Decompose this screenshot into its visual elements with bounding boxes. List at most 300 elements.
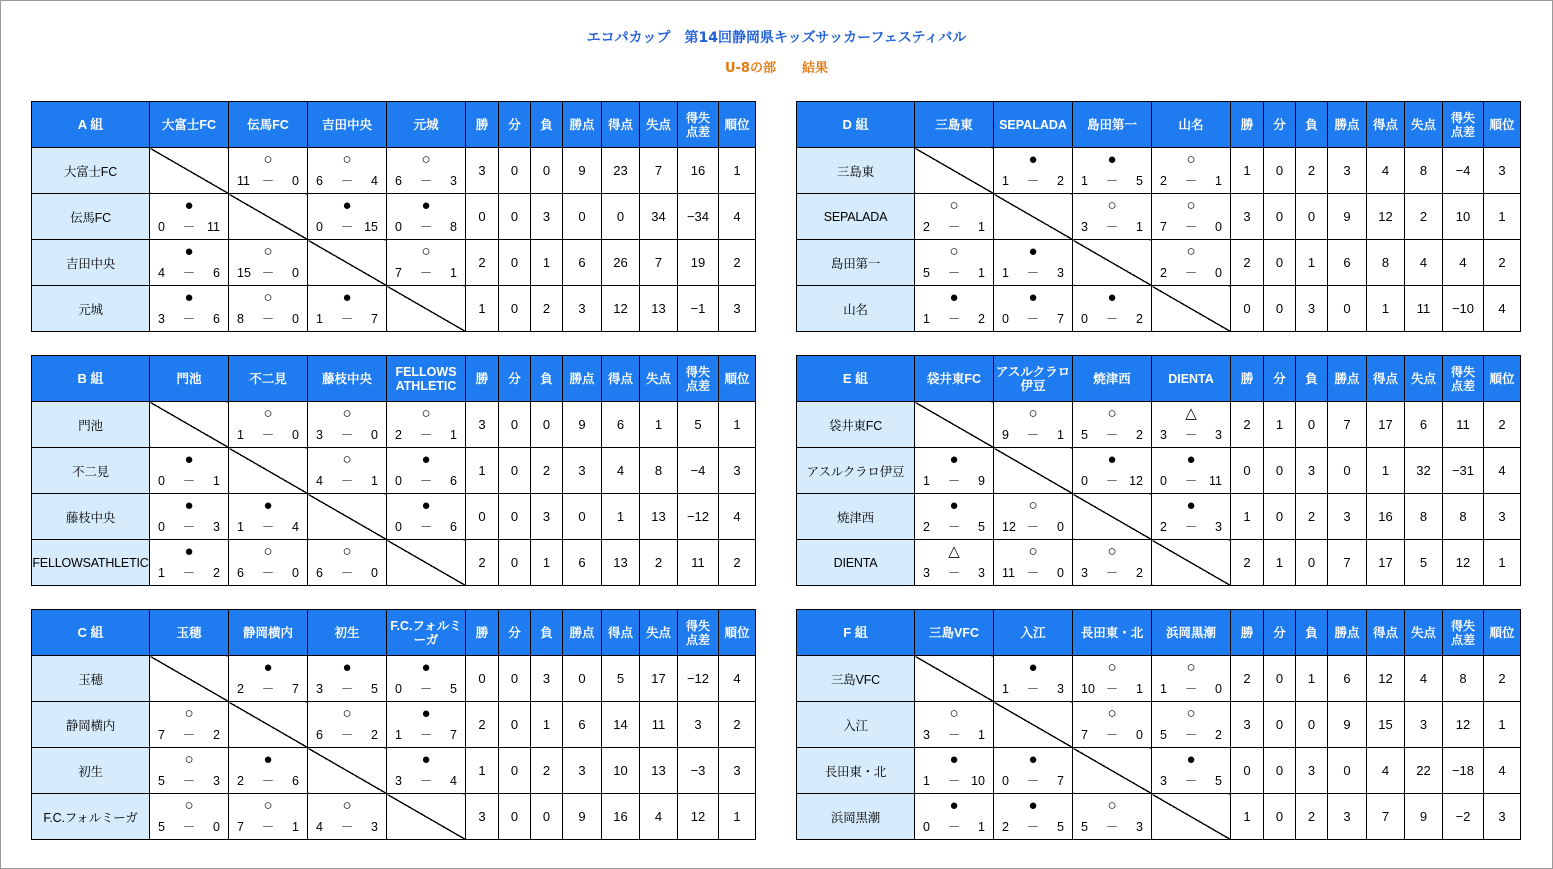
- goals-for: 8: [237, 312, 244, 326]
- stat-value: 0: [499, 194, 531, 240]
- goals-for: 1: [237, 520, 244, 534]
- stat-value: 3: [1328, 148, 1367, 194]
- goals-for: 3: [395, 774, 402, 788]
- score-dash: －: [1184, 774, 1198, 788]
- match-score: [150, 312, 228, 326]
- match-result-cell: [1152, 402, 1231, 448]
- stat-header: 勝点: [1328, 610, 1367, 656]
- team-name: 藤枝中央: [32, 494, 150, 540]
- stat-header: 負: [531, 102, 563, 148]
- stat-value: 1: [1296, 240, 1328, 286]
- stat-value: 17: [1367, 402, 1405, 448]
- goals-against: 3: [1057, 682, 1064, 696]
- stat-header: 勝: [1231, 356, 1264, 402]
- goals-for: 4: [316, 474, 323, 488]
- team-header: 門池: [150, 356, 229, 402]
- goals-against: 2: [1215, 728, 1222, 742]
- stat-value: 4: [640, 794, 678, 840]
- stat-value: 3: [563, 286, 602, 332]
- match-score: [1073, 820, 1151, 834]
- match-score: [387, 520, 465, 534]
- result-mark-icon: ○: [1028, 405, 1038, 422]
- result-mark-icon: ●: [263, 659, 273, 676]
- match-score: [308, 174, 386, 188]
- stat-value: 3: [1405, 702, 1443, 748]
- stat-value: 32: [1405, 448, 1443, 494]
- stat-value: −3: [678, 748, 719, 794]
- goals-against: 4: [450, 774, 457, 788]
- result-mark-icon: ○: [1107, 543, 1117, 560]
- result-mark-icon: ●: [421, 497, 431, 514]
- stat-value: 0: [1264, 702, 1296, 748]
- match-result-cell: [915, 448, 994, 494]
- stat-value: 1: [1231, 794, 1264, 840]
- stat-value: 0: [499, 402, 531, 448]
- result-mark-icon: ●: [1186, 497, 1196, 514]
- self-match-cell: [994, 194, 1073, 240]
- match-score: [1152, 682, 1230, 696]
- match-score: [994, 566, 1072, 580]
- result-mark-icon: ○: [342, 405, 352, 422]
- score-dash: －: [947, 728, 961, 742]
- goals-for: 11: [1002, 566, 1015, 580]
- stat-value: 4: [1443, 240, 1484, 286]
- result-mark-icon: ○: [263, 151, 273, 168]
- goals-for: 5: [1160, 728, 1167, 742]
- team-name: 玉穂: [32, 656, 150, 702]
- self-match-cell: [1152, 286, 1231, 332]
- goals-against: 1: [1057, 428, 1064, 442]
- match-score: [229, 820, 307, 834]
- goals-against: 5: [1136, 174, 1143, 188]
- match-score: [308, 728, 386, 742]
- stat-header: 得点: [1367, 102, 1405, 148]
- goals-against: 0: [1215, 266, 1222, 280]
- match-result-cell: [308, 794, 387, 840]
- stat-header: 分: [1264, 356, 1296, 402]
- team-name: 元城: [32, 286, 150, 332]
- goals-for: 5: [923, 266, 930, 280]
- match-score: [308, 312, 386, 326]
- match-result-cell: [1073, 540, 1152, 586]
- goals-for: 0: [923, 820, 930, 834]
- stat-header: 勝: [466, 610, 499, 656]
- team-name: アスルクラロ伊豆: [797, 448, 915, 494]
- result-mark-icon: ○: [342, 451, 352, 468]
- stat-value: 8: [1443, 656, 1484, 702]
- table-row: [32, 494, 756, 540]
- score-dash: －: [182, 220, 196, 234]
- goals-against: 5: [371, 682, 378, 696]
- stat-value: 3: [1231, 702, 1264, 748]
- goals-against: 0: [292, 266, 299, 280]
- stat-value: 7: [1328, 540, 1367, 586]
- stat-value: 10: [602, 748, 640, 794]
- goals-for: 10: [1081, 682, 1095, 696]
- goals-for: 3: [316, 682, 323, 696]
- stat-value: 3: [1328, 494, 1367, 540]
- goals-against: 10: [971, 774, 985, 788]
- match-score: [1073, 174, 1151, 188]
- match-score: [1073, 428, 1151, 442]
- self-match-cell: [387, 794, 466, 840]
- result-mark-icon: ○: [1107, 797, 1117, 814]
- stat-value: 9: [1405, 794, 1443, 840]
- stat-value: 4: [1484, 748, 1521, 794]
- match-result-cell: [229, 286, 308, 332]
- goals-against: 8: [450, 220, 457, 234]
- team-name: 浜岡黒潮: [797, 794, 915, 840]
- team-header: 袋井東FC: [915, 356, 994, 402]
- match-result-cell: [915, 794, 994, 840]
- result-mark-icon: ○: [1107, 659, 1117, 676]
- group-name: F 組: [797, 610, 915, 656]
- match-result-cell: [1152, 448, 1231, 494]
- score-dash: －: [419, 682, 433, 696]
- goals-against: 3: [1136, 820, 1143, 834]
- match-score: [915, 266, 993, 280]
- result-mark-icon: ○: [184, 751, 194, 768]
- stat-value: 0: [563, 656, 602, 702]
- score-dash: －: [1026, 682, 1040, 696]
- result-mark-icon: ○: [1186, 243, 1196, 260]
- score-dash: －: [261, 774, 275, 788]
- result-mark-icon: ●: [184, 243, 194, 260]
- goals-against: 4: [292, 520, 299, 534]
- match-result-cell: [387, 240, 466, 286]
- goals-against: 4: [371, 174, 378, 188]
- stat-value: 1: [1296, 656, 1328, 702]
- match-result-cell: [1152, 194, 1231, 240]
- stat-value: 8: [640, 448, 678, 494]
- table-row: [797, 656, 1521, 702]
- match-score: [1073, 220, 1151, 234]
- score-dash: －: [1184, 266, 1198, 280]
- table-row: [797, 286, 1521, 332]
- result-mark-icon: ●: [184, 197, 194, 214]
- match-score: [915, 220, 993, 234]
- stat-value: 12: [1443, 540, 1484, 586]
- stat-header: 失点: [1405, 102, 1443, 148]
- match-score: [915, 520, 993, 534]
- stat-value: 4: [719, 494, 756, 540]
- self-match-cell: [229, 448, 308, 494]
- stat-value: 0: [499, 494, 531, 540]
- stat-value: 11: [1405, 286, 1443, 332]
- stat-value: 0: [1264, 194, 1296, 240]
- goals-against: 1: [978, 266, 985, 280]
- stat-value: 2: [466, 702, 499, 748]
- match-score: [150, 266, 228, 280]
- self-match-cell: [229, 702, 308, 748]
- result-mark-icon: ○: [1186, 705, 1196, 722]
- table-row: [32, 540, 756, 586]
- goals-against: 3: [1215, 520, 1222, 534]
- stat-value: 4: [1367, 148, 1405, 194]
- stat-value: 7: [640, 148, 678, 194]
- goals-for: 1: [1002, 174, 1009, 188]
- stat-value: 0: [466, 194, 499, 240]
- team-header: 伝馬FC: [229, 102, 308, 148]
- result-mark-icon: △: [948, 543, 960, 560]
- score-dash: －: [1184, 428, 1198, 442]
- match-score: [1152, 520, 1230, 534]
- score-dash: －: [182, 266, 196, 280]
- score-dash: －: [182, 566, 196, 580]
- match-score: [150, 474, 228, 488]
- score-dash: －: [419, 428, 433, 442]
- goals-against: 2: [213, 728, 220, 742]
- goals-against: 1: [450, 266, 457, 280]
- self-match-cell: [1073, 240, 1152, 286]
- result-mark-icon: ●: [949, 451, 959, 468]
- score-dash: －: [1026, 174, 1040, 188]
- self-match-cell: [308, 494, 387, 540]
- self-match-cell: [994, 448, 1073, 494]
- score-dash: －: [1184, 474, 1198, 488]
- stat-value: 0: [1328, 286, 1367, 332]
- stat-value: 3: [719, 448, 756, 494]
- match-result-cell: [229, 240, 308, 286]
- stat-value: 3: [531, 194, 563, 240]
- stat-value: 3: [1296, 748, 1328, 794]
- stat-value: 7: [1328, 402, 1367, 448]
- goals-for: 0: [158, 220, 165, 234]
- goals-for: 0: [395, 682, 402, 696]
- stat-value: 5: [1405, 540, 1443, 586]
- goals-for: 6: [316, 566, 323, 580]
- goals-against: 11: [1209, 474, 1222, 488]
- match-score: [994, 820, 1072, 834]
- match-result-cell: [1073, 286, 1152, 332]
- match-result-cell: [1152, 748, 1231, 794]
- score-dash: －: [1184, 520, 1198, 534]
- stat-header: 勝点: [1328, 356, 1367, 402]
- stat-header: 失点: [640, 610, 678, 656]
- self-match-cell: [387, 540, 466, 586]
- stat-value: 0: [1328, 448, 1367, 494]
- goals-for: 2: [923, 220, 930, 234]
- match-score: [308, 820, 386, 834]
- table-row: [32, 240, 756, 286]
- stat-value: −12: [678, 494, 719, 540]
- goals-against: 2: [1136, 312, 1143, 326]
- stat-value: −4: [1443, 148, 1484, 194]
- self-match-cell: [387, 286, 466, 332]
- stat-value: 1: [466, 448, 499, 494]
- group-table: [796, 355, 1521, 586]
- stat-header: 負: [1296, 102, 1328, 148]
- match-score: [994, 428, 1072, 442]
- goals-against: 3: [450, 174, 457, 188]
- score-dash: －: [340, 820, 354, 834]
- team-name: SEPALADA: [797, 194, 915, 240]
- match-score: [1073, 728, 1151, 742]
- stat-value: 23: [602, 148, 640, 194]
- match-result-cell: [387, 494, 466, 540]
- self-match-cell: [915, 402, 994, 448]
- goals-for: 11: [237, 174, 250, 188]
- score-dash: －: [340, 474, 354, 488]
- stat-header: 得失点差: [1443, 610, 1484, 656]
- result-mark-icon: ○: [342, 151, 352, 168]
- team-header: 島田第一: [1073, 102, 1152, 148]
- stat-header: 得点: [1367, 356, 1405, 402]
- goals-against: 0: [292, 312, 299, 326]
- goals-for: 0: [316, 220, 323, 234]
- match-score: [229, 312, 307, 326]
- match-result-cell: [387, 448, 466, 494]
- goals-for: 2: [237, 774, 244, 788]
- team-name: 山名: [797, 286, 915, 332]
- goals-against: 3: [978, 566, 985, 580]
- stat-value: 1: [1264, 402, 1296, 448]
- result-mark-icon: ○: [1107, 197, 1117, 214]
- stat-value: 8: [1443, 494, 1484, 540]
- group-name: B 組: [32, 356, 150, 402]
- match-score: [994, 774, 1072, 788]
- goals-for: 6: [316, 174, 323, 188]
- result-mark-icon: ●: [1028, 659, 1038, 676]
- stat-header: 順位: [719, 102, 756, 148]
- match-score: [1152, 728, 1230, 742]
- goals-for: 0: [1002, 774, 1009, 788]
- match-score: [229, 266, 307, 280]
- page-subtitle: [1, 57, 1552, 76]
- team-header: アスルクラロ伊豆: [994, 356, 1073, 402]
- table-row: [32, 702, 756, 748]
- score-dash: －: [1184, 220, 1198, 234]
- stat-value: 13: [640, 286, 678, 332]
- score-dash: －: [419, 774, 433, 788]
- team-name: DIENTA: [797, 540, 915, 586]
- goals-for: 3: [316, 428, 323, 442]
- team-name: F.C.フォルミーガ: [32, 794, 150, 840]
- stat-value: 7: [640, 240, 678, 286]
- group-table: [796, 101, 1521, 332]
- stat-value: 1: [1484, 194, 1521, 240]
- match-score: [229, 428, 307, 442]
- self-match-cell: [915, 148, 994, 194]
- result-mark-icon: ○: [1107, 405, 1117, 422]
- stat-header: 分: [499, 610, 531, 656]
- score-dash: －: [1026, 312, 1040, 326]
- team-header: 初生: [308, 610, 387, 656]
- stat-header: 得点: [1367, 610, 1405, 656]
- goals-for: 1: [1081, 174, 1088, 188]
- goals-for: 6: [237, 566, 244, 580]
- stat-value: 3: [719, 286, 756, 332]
- stat-value: 0: [1231, 748, 1264, 794]
- team-header: 不二見: [229, 356, 308, 402]
- team-header: FELLOWS ATHLETIC: [387, 356, 466, 402]
- match-result-cell: [308, 148, 387, 194]
- goals-for: 7: [395, 266, 402, 280]
- score-dash: －: [182, 474, 196, 488]
- stat-value: 6: [1328, 656, 1367, 702]
- stat-value: 2: [531, 286, 563, 332]
- stat-value: 0: [602, 194, 640, 240]
- match-result-cell: [1073, 194, 1152, 240]
- team-name: 大富士FC: [32, 148, 150, 194]
- stat-header: 分: [499, 102, 531, 148]
- team-name: FELLOWSATHLETIC: [32, 540, 150, 586]
- match-result-cell: [387, 402, 466, 448]
- team-header: 山名: [1152, 102, 1231, 148]
- stat-header: 失点: [640, 102, 678, 148]
- stat-value: 13: [602, 540, 640, 586]
- match-result-cell: [994, 748, 1073, 794]
- match-result-cell: [150, 540, 229, 586]
- goals-against: 12: [1129, 474, 1143, 488]
- team-name: 門池: [32, 402, 150, 448]
- stat-value: 2: [1231, 656, 1264, 702]
- goals-for: 5: [158, 820, 165, 834]
- match-result-cell: [150, 194, 229, 240]
- goals-for: 7: [1160, 220, 1167, 234]
- stat-value: 2: [531, 748, 563, 794]
- match-result-cell: [915, 748, 994, 794]
- match-score: [387, 682, 465, 696]
- self-match-cell: [915, 656, 994, 702]
- score-dash: －: [947, 520, 961, 534]
- goals-against: 0: [292, 174, 299, 188]
- team-header: 玉穂: [150, 610, 229, 656]
- stat-value: 2: [1484, 402, 1521, 448]
- goals-against: 6: [292, 774, 299, 788]
- stat-header: 得失点差: [1443, 102, 1484, 148]
- result-mark-icon: ○: [421, 405, 431, 422]
- stat-value: 3: [466, 794, 499, 840]
- result-mark-icon: ●: [1028, 243, 1038, 260]
- group-name: D 組: [797, 102, 915, 148]
- match-result-cell: [308, 702, 387, 748]
- goals-against: 2: [1136, 428, 1143, 442]
- team-name: 焼津西: [797, 494, 915, 540]
- table-row: [32, 286, 756, 332]
- goals-for: 1: [237, 428, 244, 442]
- goals-against: 0: [1057, 566, 1064, 580]
- team-name: 伝馬FC: [32, 194, 150, 240]
- stat-value: 1: [1367, 448, 1405, 494]
- match-result-cell: [387, 148, 466, 194]
- stat-header: 得点: [602, 610, 640, 656]
- stat-value: 3: [1231, 194, 1264, 240]
- goals-against: 7: [371, 312, 378, 326]
- match-result-cell: [150, 794, 229, 840]
- match-result-cell: [150, 286, 229, 332]
- stat-value: 0: [499, 540, 531, 586]
- stat-value: 0: [1328, 748, 1367, 794]
- team-header: 大富士FC: [150, 102, 229, 148]
- result-mark-icon: ●: [1028, 289, 1038, 306]
- goals-for: 3: [158, 312, 165, 326]
- result-mark-icon: ○: [342, 797, 352, 814]
- stat-value: 6: [1328, 240, 1367, 286]
- score-dash: －: [261, 174, 275, 188]
- match-result-cell: [915, 540, 994, 586]
- result-mark-icon: ●: [1107, 289, 1117, 306]
- goals-against: 0: [292, 428, 299, 442]
- goals-for: 0: [395, 474, 402, 488]
- stat-value: 0: [466, 656, 499, 702]
- goals-against: 5: [1215, 774, 1222, 788]
- score-dash: －: [1026, 566, 1040, 580]
- score-dash: －: [419, 174, 433, 188]
- stat-value: 2: [466, 240, 499, 286]
- stat-value: 0: [499, 656, 531, 702]
- stat-value: 2: [719, 702, 756, 748]
